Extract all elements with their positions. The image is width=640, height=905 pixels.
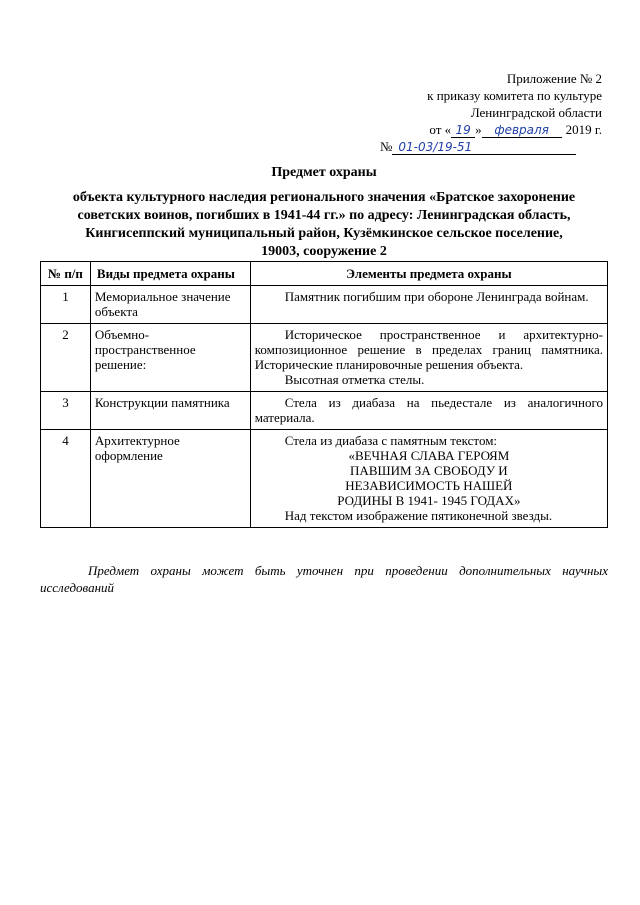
- table-header-row: [41, 262, 608, 286]
- element-text: Памятник погибшим при обороне Ленинграда войнам.: [284, 289, 589, 304]
- memorial-inscription-line: «ВЕЧНАЯ СЛАВА ГЕРОЯМ: [348, 448, 510, 463]
- element-text: Стела из диабаза с памятным текстом:: [284, 433, 498, 448]
- row-kind: Архитектурное оформление: [90, 430, 250, 528]
- date-prefix: от «: [429, 122, 452, 137]
- row-number: 4: [41, 430, 91, 528]
- date-month-handwritten: февраля: [482, 123, 562, 138]
- memorial-inscription-line: РОДИНЫ В 1941- 1945 ГОДАХ»: [337, 493, 521, 508]
- row-elements: [250, 430, 607, 528]
- title-line-3: Кингисеппский муниципальный район, Кузёмкинское сельское поселение,: [85, 226, 563, 241]
- table-row: [41, 430, 608, 528]
- region-name: Ленинградской области: [470, 105, 602, 120]
- order-number-handwritten: 01-03/19-51: [392, 140, 576, 155]
- document-header: [380, 70, 602, 155]
- header-elements: Элементы предмета охраны: [250, 262, 607, 286]
- date-day-handwritten: 19: [451, 123, 475, 138]
- title-line-2: советских воинов, погибших в 1941-44 гг.» по адресу: Ленинградская область,: [77, 208, 571, 223]
- table-row: [41, 286, 608, 324]
- row-number: 1: [41, 286, 91, 324]
- element-text: Высотная отметка стелы.: [284, 372, 425, 387]
- row-kind: Конструкции памятника: [90, 392, 250, 430]
- appendix-number: Приложение № 2: [506, 71, 602, 86]
- date-mid: »: [475, 122, 482, 137]
- memorial-inscription-line: ПАВШИМ ЗА СВОБОДУ И: [350, 463, 508, 478]
- title-heading: Предмет охраны: [271, 165, 377, 180]
- row-elements: [250, 392, 607, 430]
- title-line-4: 19003, сооружение 2: [261, 244, 387, 259]
- protection-subject-table: [40, 261, 608, 528]
- element-text: Над текстом изображение пятиконечной звезды.: [284, 508, 553, 523]
- document-title: [40, 164, 608, 261]
- row-elements: [250, 324, 607, 392]
- order-date-row: [380, 121, 602, 138]
- memorial-inscription-line: НЕЗАВИСИМОСТЬ НАШЕЙ: [345, 478, 513, 493]
- row-kind: Объемно-пространственное решение:: [90, 324, 250, 392]
- row-elements: [250, 286, 607, 324]
- date-year: 2019 г.: [565, 122, 602, 137]
- header-kind: Виды предмета охраны: [90, 262, 250, 286]
- footnote: Предмет охраны может быть уточнен при проведении дополнительных научных исследований: [40, 563, 608, 595]
- number-prefix: №: [380, 139, 393, 154]
- row-number: 2: [41, 324, 91, 392]
- element-text: Историческое пространственное и архитектурно-композиционное решение в пределах границ памятника. Исторические планировочные решения объекта.: [254, 327, 603, 372]
- title-line-1: объекта культурного наследия регионального значения «Братское захоронение: [72, 190, 576, 205]
- table-row: [41, 392, 608, 430]
- table-row: [41, 324, 608, 392]
- order-reference: к приказу комитета по культуре: [427, 88, 602, 103]
- row-kind: Мемориальное значение объекта: [90, 286, 250, 324]
- header-num: № п/п: [41, 262, 91, 286]
- element-text: Стела из диабаза на пьедестале из аналогичного материала.: [254, 395, 603, 425]
- row-number: 3: [41, 392, 91, 430]
- order-number-row: [380, 138, 602, 155]
